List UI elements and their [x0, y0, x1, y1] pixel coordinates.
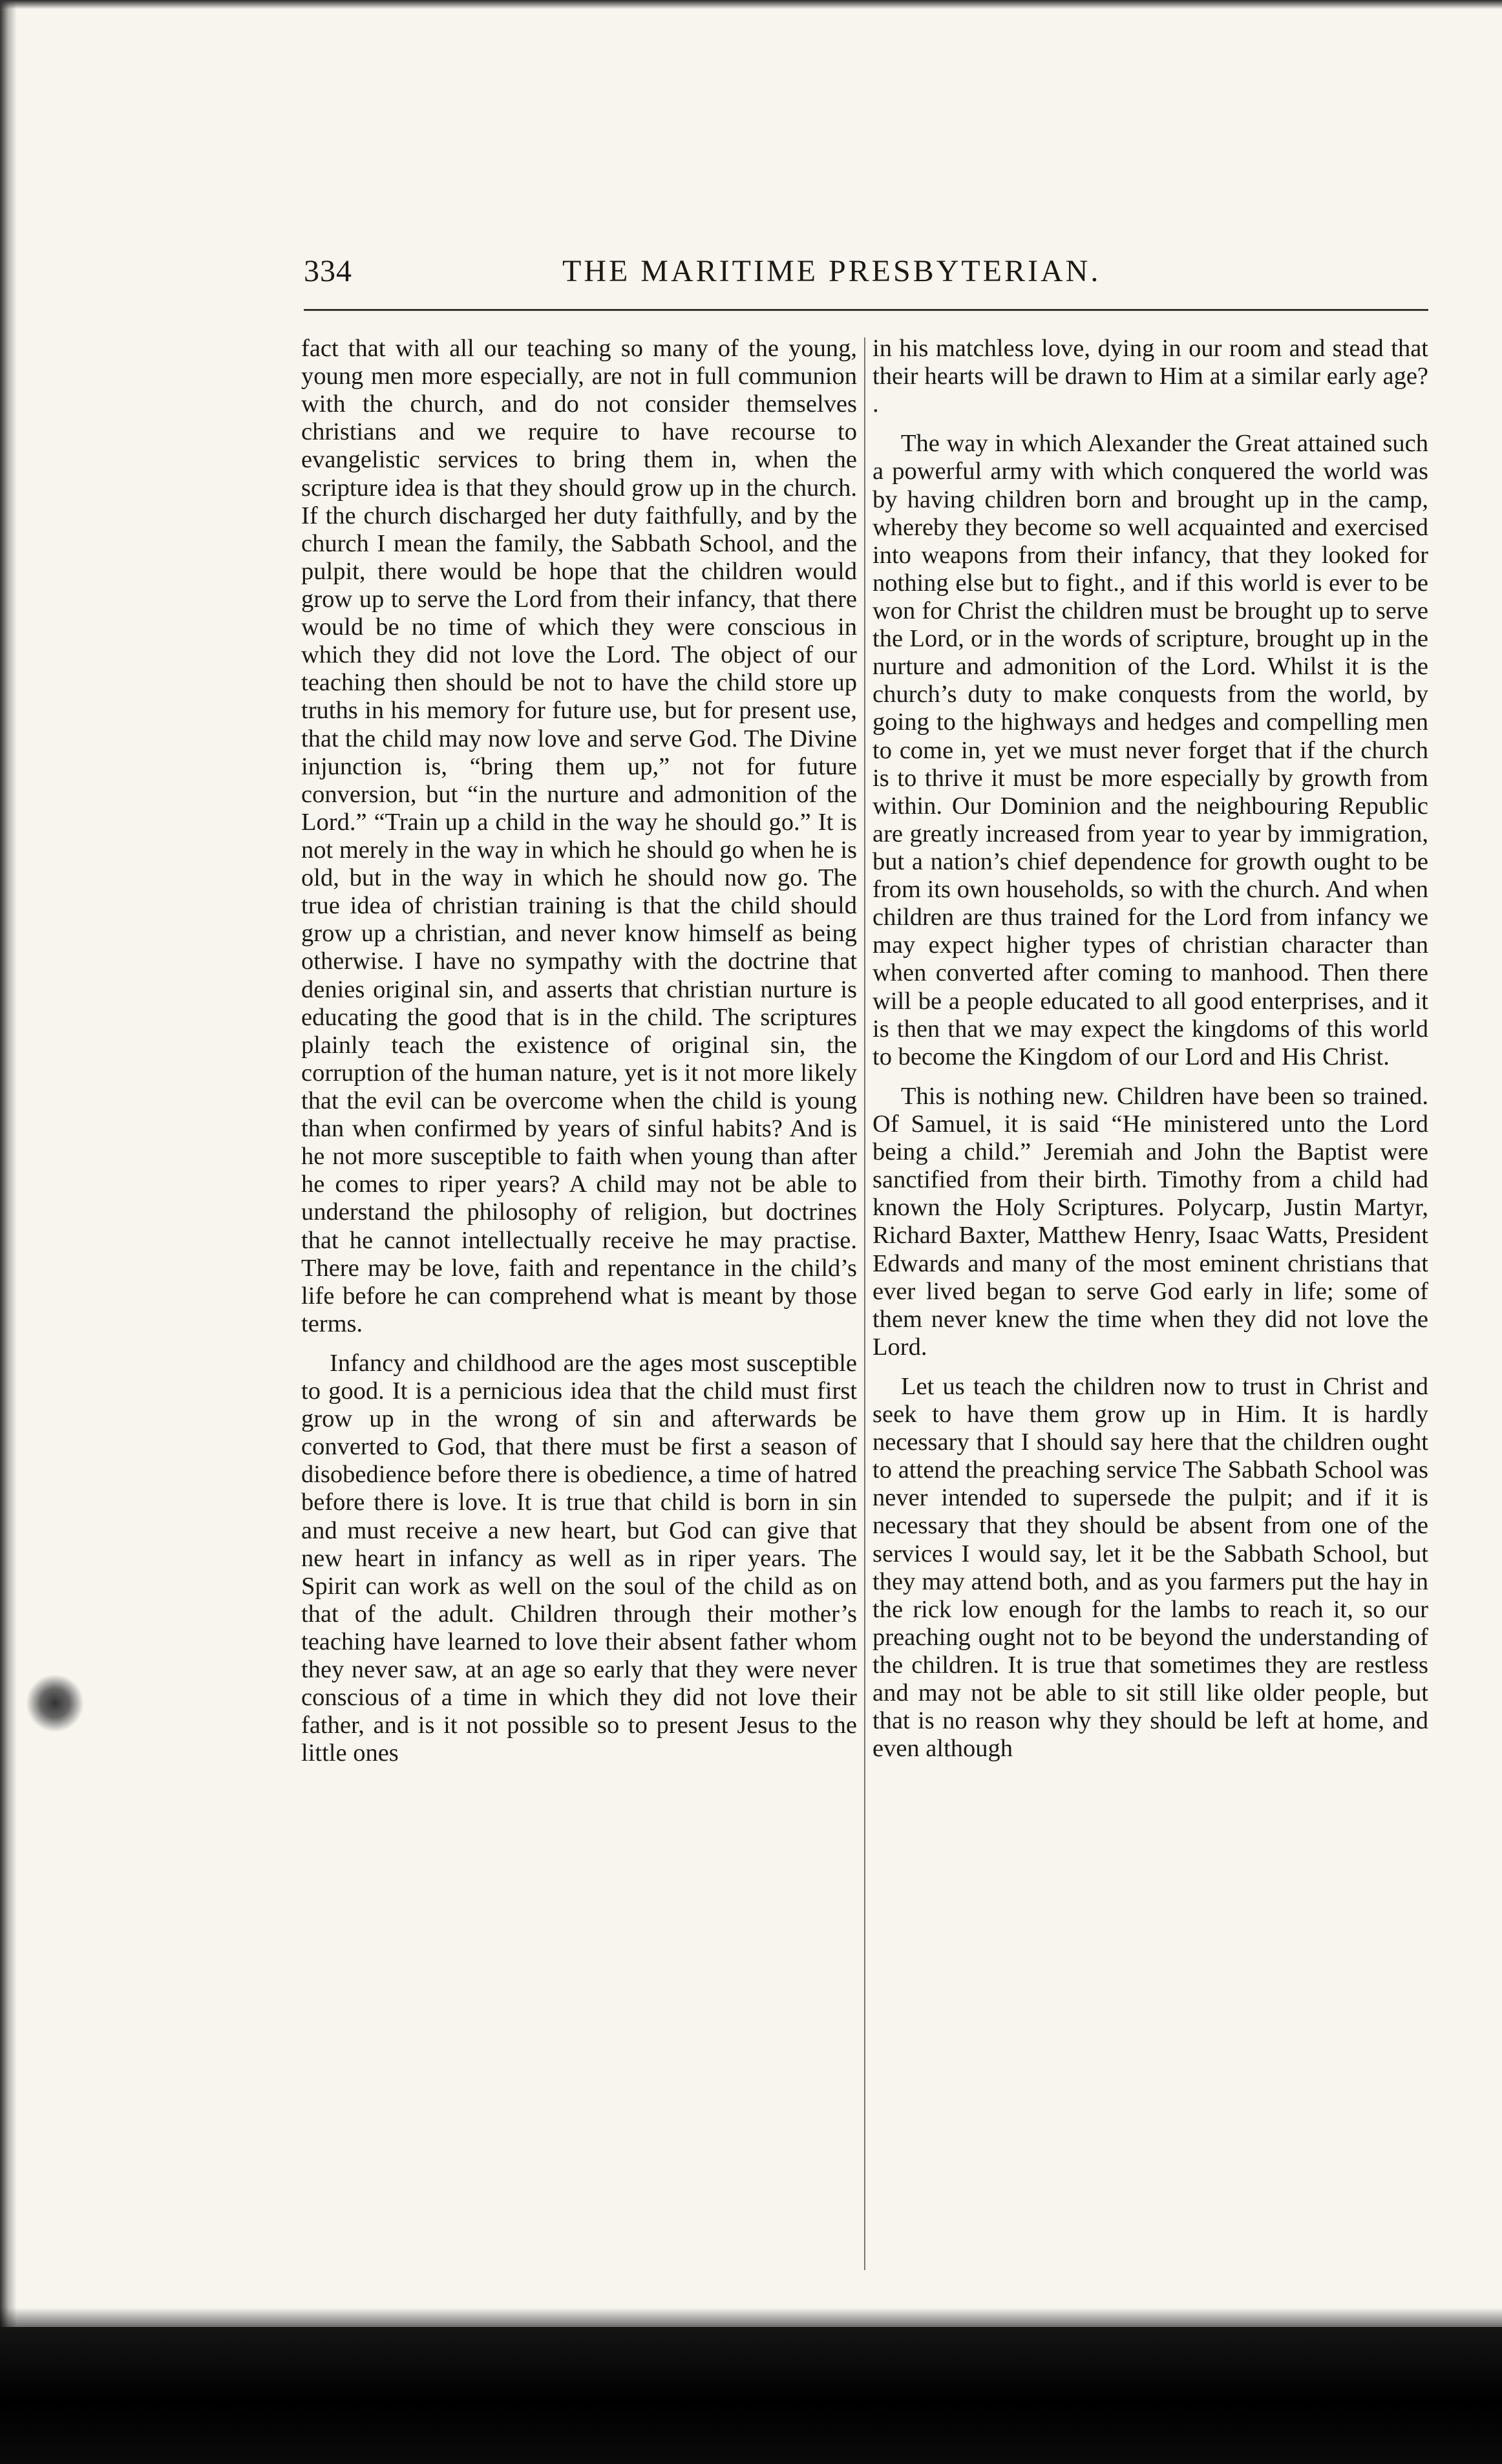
paragraph: This is nothing new. Children have been so trained. Of Samuel, it is said “He ministered unto the Lord being a child.” Jeremiah and John the Baptist were sanctified from their birth. Timothy from a child had known the Holy Scriptures. Polycarp, Justin Martyr, Richard Baxter, Matthew Henry, Isaac Watts, President Edwards and many of the most eminent christians that ever lived began to serve God early in life; some of them never knew the time when they did not love the Lord.	[873, 1082, 1428, 1361]
page-number: 334	[304, 254, 352, 288]
paragraph: The way in which Alexander the Great attained such a powerful army with which conquered the world was by having children born and brought up in the camp, whereby they become so well acquainted and exercised into weapons from their infancy, that they looked for nothing else but to fight., and if this world is ever to be won for Christ the children must be brought up to serve the Lord, or in the words of scripture, brought up in the nurture and admonition of the Lord. Whilst it is the church’s duty to make conquests from the world, by going to the highways and hedges and compelling men to come in, yet we must never forget that if the church is to thrive it must be more especially by growth from within. Our Dominion and the neighbouring Republic are greatly increased from year to year by immigration, but a nation’s chief dependence for growth ought to be from its own households, so with the church. And when children are thus trained for the Lord from infancy we may expect higher types of christian character than when converted after coming to manhood. Then there will be a people educated to all good enterprises, and it is then that we may expect the kingdoms of this world to become the Kingdom of our Lord and His Christ.	[873, 430, 1428, 1070]
column-divider	[864, 337, 865, 2270]
scan-bottom-shadow	[0, 2327, 1502, 2464]
running-title: THE MARITIME PRESBYTERIAN.	[562, 254, 1101, 288]
header-rule	[304, 309, 1428, 311]
page-stain-mark	[26, 1674, 84, 1732]
paragraph: Let us teach the children now to trust in Christ and seek to have them grow up in Him. It is hardly necessary that I should say here that the children ought to attend the preaching service The Sabbath School was never intended to supersede the pulpit; and if it is necessary that they should be absent from one of the services I would say, let it be the Sabbath School, but they may attend both, and as you farmers put the hay in the rick low enough for the lambs to reach it, so our preaching ought not to be beyond the understanding of the children. It is true that sometimes they are restless and may not be able to sit still like older people, but that is no reason why they should be left at home, and even although	[873, 1372, 1428, 1763]
paragraph: fact that with all our teaching so many of the young, young men more especially, are not in full communion with the church, and do not consider themselves christians and we require to have recourse to evangelistic services to bring them in, when the scripture idea is that they should grow up in the church. If the church discharged her duty faithfully, and by the church I mean the family, the Sabbath School, and the pulpit, there would be hope that the children would grow up to serve the Lord from their infancy, that there would be no time of which they were conscious in which they did not love the Lord. The object of our teaching then should be not to have the child store up truths in his memory for future use, but for present use, that the child may now love and serve God. The Divine injunction is, “bring them up,” not for future conversion, but “in the nurture and admonition of the Lord.” “Train up a child in the way he should go.” It is not merely in the way in which he should go when he is old, but in the way in which he should now go. The true idea of christian training is that the child should grow up a christian, and never know himself as being otherwise. I have no sympathy with the doctrine that denies original sin, and asserts that christian nurture is educating the good that is in the child. The scriptures plainly teach the existence of original sin, the corruption of the human nature, yet is it not more likely that the evil can be overcome when the child is young than when confirmed by years of sinful habits? And is he not more susceptible to faith when young than after he comes to riper years? A child may not be able to understand the philosophy of religion, but doctrines that he cannot intellectually receive he may practise. There may be love, faith and repentance in the child’s life before he can comprehend what is meant by those terms.	[301, 335, 857, 1337]
left-column	[301, 335, 857, 1779]
right-column	[873, 335, 1428, 1774]
page-header	[304, 244, 1428, 296]
page-binding-edge	[0, 0, 17, 2464]
page-top-edge-shadow	[0, 0, 1502, 9]
paragraph: Infancy and childhood are the ages most susceptible to good. It is a pernicious idea that the child must first grow up in the wrong of sin and afterwards be converted to God, that there must be first a season of disobedience before there is obedience, a time of hatred before there is love. It is true that child is born in sin and must receive a new heart, but God can give that new heart in infancy as well as in riper years. The Spirit can work as well on the soul of the child as on that of the adult. Children through their mother’s teaching have learned to love their absent father whom they never saw, at an age so early that they were never conscious of a time in which they did not love their father, and is it not possible so to present Jesus to the little ones	[301, 1349, 857, 1767]
paragraph: in his matchless love, dying in our room and stead that their hearts will be drawn to Him at a similar early age? .	[873, 335, 1428, 418]
